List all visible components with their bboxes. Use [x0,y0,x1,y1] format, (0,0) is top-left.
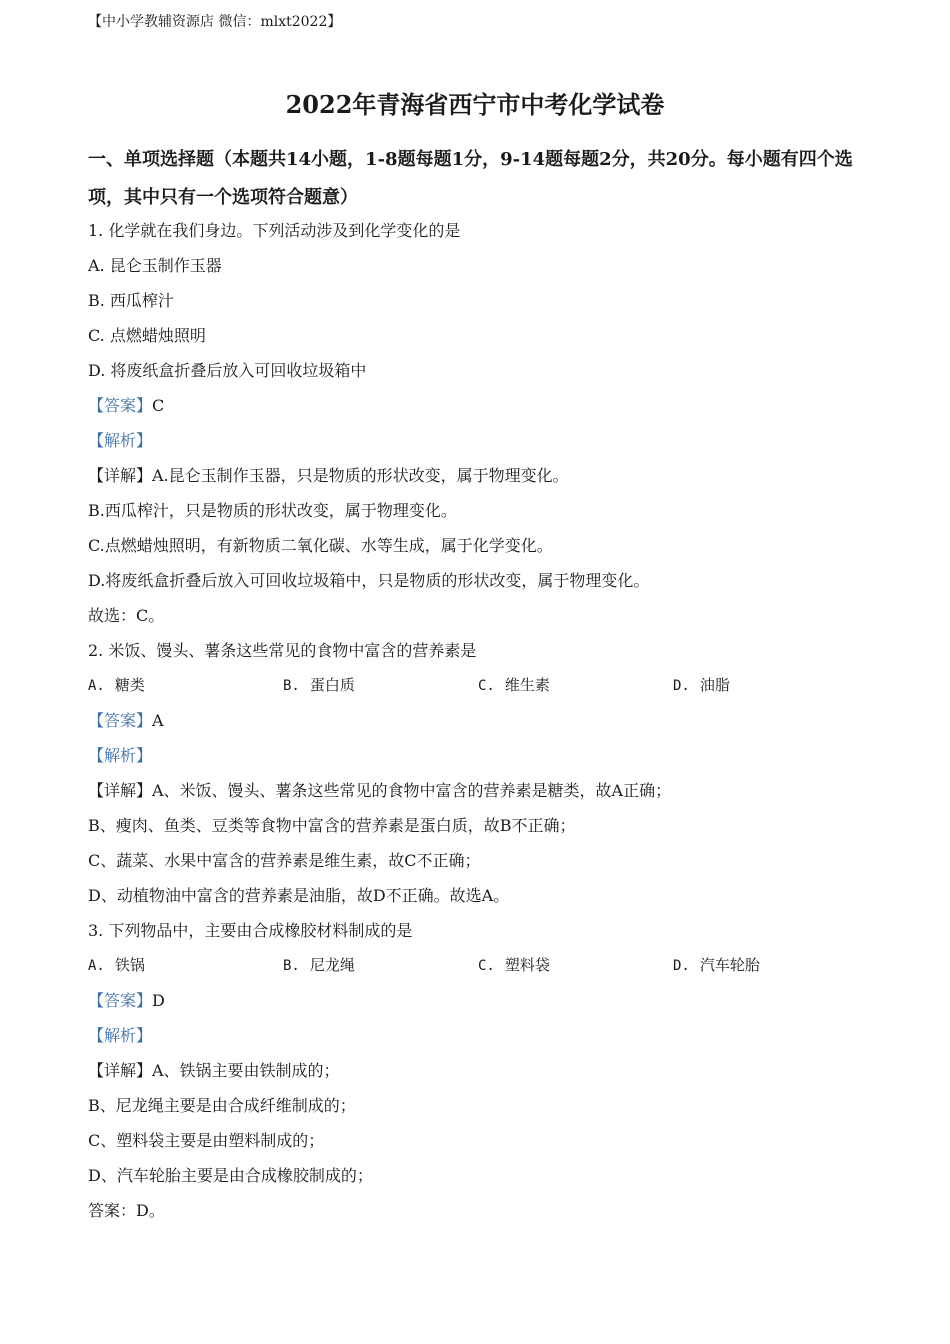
q3-conclusion: 答案：D。 [88,1201,165,1220]
option-text: 维生素 [504,676,550,694]
q3-detail-2: B、尼龙绳主要是由合成纤维制成的； [88,1096,356,1115]
q3-detail-1: 【详解】A、铁锅主要由铁制成的； [88,1061,340,1080]
q1-option-b: B. 西瓜榨汁 [88,291,174,310]
q3-options [88,948,868,983]
q2-detail-1: 【详解】A、米饭、馒头、薯条这些常见的食物中富含的营养素是糖类，故A正确； [88,781,672,800]
option-text: 塑料袋 [504,956,550,974]
q2-answer [88,703,868,738]
q3-option-d [673,948,868,983]
q1-detail-4: D.将废纸盒折叠后放入可回收垃圾箱中，只是物质的形状改变，属于物理变化。 [88,571,650,590]
q2-option-d [673,668,868,703]
option-text: 糖类 [114,676,145,694]
q1-analysis-label: 【解析】 [88,431,153,450]
option-text: 油脂 [699,676,730,694]
q3-detail-4: D、汽车轮胎主要是由合成橡胶制成的； [88,1166,373,1185]
q1-option-d: D. 将废纸盒折叠后放入可回收垃圾箱中 [88,361,367,380]
option-text: 铁锅 [114,956,145,974]
header-note: 【中小学教辅资源店 微信：mlxt2022】 [88,14,342,30]
q1-answer-value: C [152,396,165,415]
q3-analysis-label: 【解析】 [88,1026,153,1045]
q3-answer [88,983,868,1018]
q2-option-b [283,668,478,703]
page-title: 2022年青海省西宁市中考化学试卷 [285,90,665,119]
q3-option-a [88,948,283,983]
q1-conclusion: 故选：C。 [88,606,165,625]
option-text: 尼龙绳 [309,956,355,974]
q1-detail-3: C.点燃蜡烛照明，有新物质二氧化碳、水等生成，属于化学变化。 [88,536,553,555]
option-letter: D. [673,678,690,694]
q2-detail-3: C、蔬菜、水果中富含的营养素是维生素，故C不正确； [88,851,481,870]
q1-stem: 1. 化学就在我们身边。下列活动涉及到化学变化的是 [88,221,461,240]
answer-label: 【答案】 [88,396,153,415]
q3-option-c [478,948,673,983]
q2-detail-2: B、瘦肉、鱼类、豆类等食物中富含的营养素是蛋白质，故B不正确； [88,816,576,835]
option-letter: B. [283,678,300,694]
section-heading: 一、单项选择题（本题共14小题，1-8题每题1分，9-14题每题2分，共20分。每小题有四个选项，其中只有一个选项符合题意） [88,149,853,208]
q2-options [88,668,868,703]
q3-option-b [283,948,478,983]
option-letter: C. [478,958,495,974]
option-letter: A. [88,958,105,974]
q3-answer-value: D [152,991,165,1010]
q2-option-a [88,668,283,703]
option-text: 蛋白质 [309,676,355,694]
option-text: 汽车轮胎 [699,956,760,974]
question-list [88,213,868,1228]
option-letter: D. [673,958,690,974]
q1-answer [88,388,868,423]
option-letter: A. [88,678,105,694]
q1-option-a: A. 昆仑玉制作玉器 [88,256,222,275]
q2-stem: 2. 米饭、馒头、薯条这些常见的食物中富含的营养素是 [88,641,477,660]
q1-detail-2: B.西瓜榨汁，只是物质的形状改变，属于物理变化。 [88,501,457,520]
option-letter: C. [478,678,495,694]
q2-analysis-label: 【解析】 [88,746,153,765]
q1-option-c: C. 点燃蜡烛照明 [88,326,206,345]
option-letter: B. [283,958,300,974]
answer-label: 【答案】 [88,991,153,1010]
q2-option-c [478,668,673,703]
q2-detail-4: D、动植物油中富含的营养素是油脂，故D不正确。故选A。 [88,886,510,905]
q2-answer-value: A [152,711,164,730]
q1-detail-1: 【详解】A.昆仑玉制作玉器，只是物质的形状改变，属于物理变化。 [88,466,569,485]
q3-detail-3: C、塑料袋主要是由塑料制成的； [88,1131,325,1150]
answer-label: 【答案】 [88,711,153,730]
q3-stem: 3. 下列物品中，主要由合成橡胶材料制成的是 [88,921,413,940]
